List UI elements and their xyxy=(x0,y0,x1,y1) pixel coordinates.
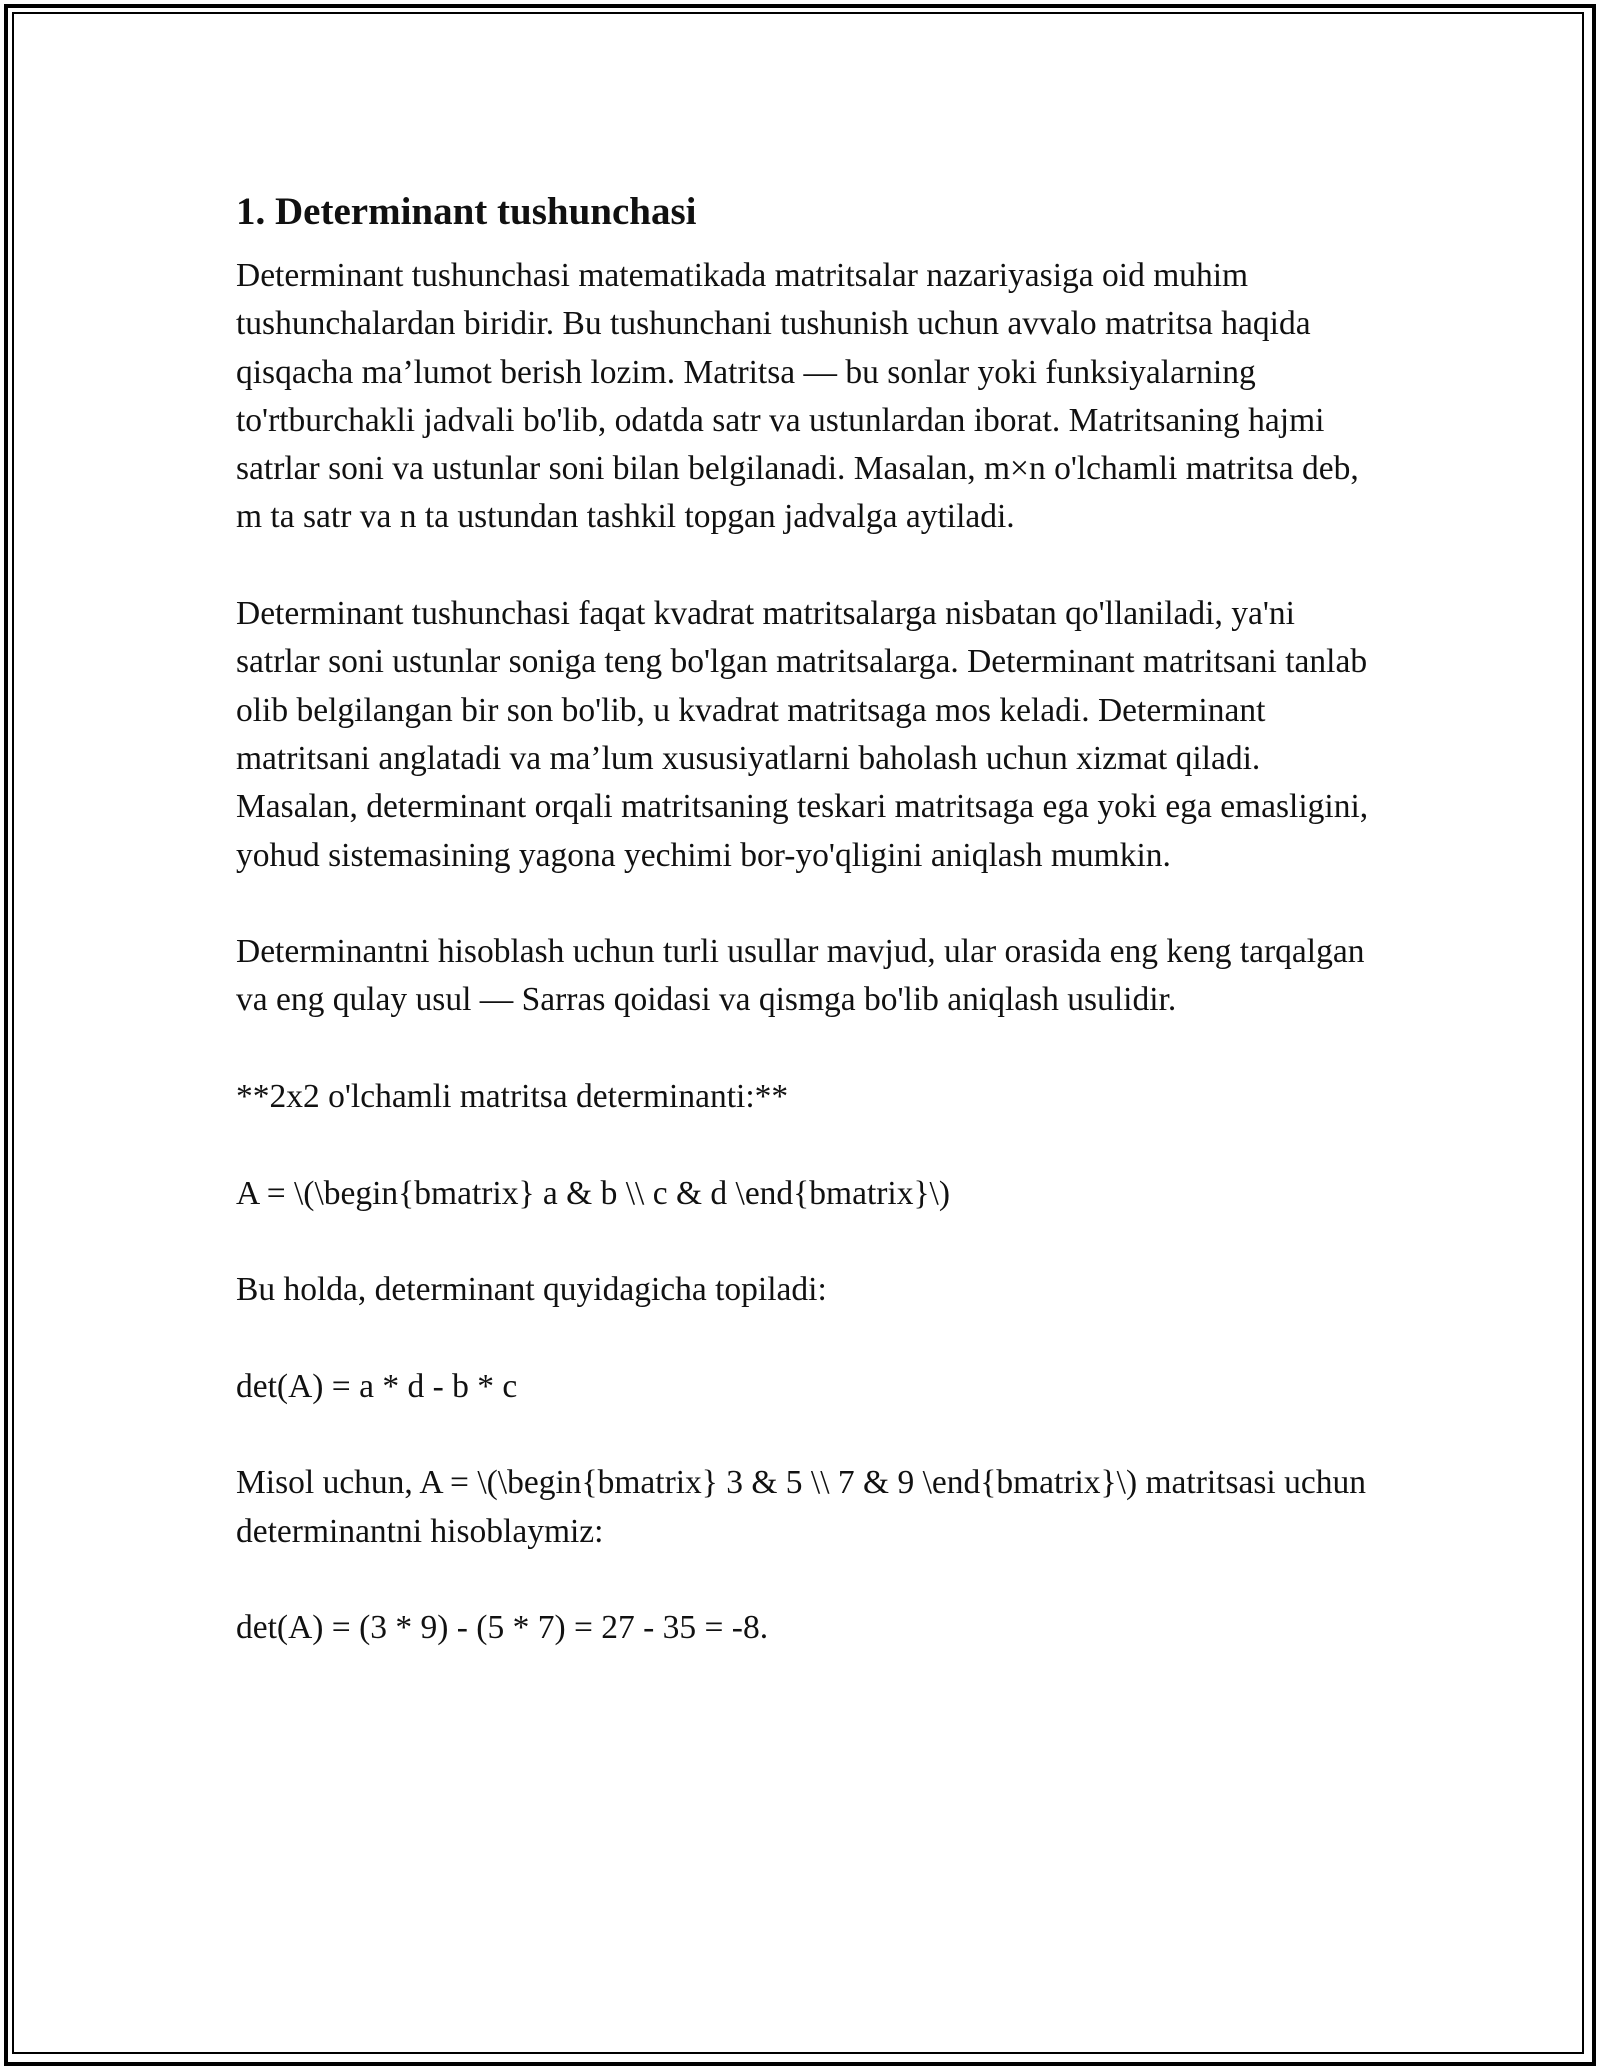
paragraph-methods: Determinantni hisoblash uchun turli usullar mavjud, ular orasida eng keng tarqalgan va eng qulay usul — Sarras qoidasi va qismga bo'lib aniqlash usulidir. xyxy=(236,933,1365,1019)
paragraph-square-matrices: Determinant tushunchasi faqat kvadrat matritsalarga nisbatan qo'llaniladi, ya'ni satrlar soni ustunlar soniga teng bo'lgan matritsalarga. Determinant matritsani tanlab olib belgilangan bir son bo'lib, u kvadrat matritsaga mos keladi. Determinant matritsani anglatadi va ma’lum xususiyatlarni baholash uchun xizmat qiladi. Masalan, determinant orqali matritsaning teskari matritsaga ega yoki ega emasligini, yohud sistemasining yagona yechimi bor-yo'qligini aniqlash mumkin. xyxy=(236,595,1369,874)
paragraph-determinant-formula: det(A) = a * d - b * c xyxy=(236,1367,518,1405)
document-body xyxy=(236,186,1384,1701)
paragraph-example: Misol uchun, A = \(\begin{bmatrix} 3 & 5 \\ 7 & 9 \end{bmatrix}\) matritsasi uchun determinantni hisoblaymiz: xyxy=(236,1464,1366,1550)
paragraph-intro: Determinant tushunchasi matematikada matritsalar nazariyasiga oid muhim tushunchalardan biridir. Bu tushunchani tushunish uchun avvalo matritsa haqida qisqacha ma’lumot berish lozim. Matritsa — bu sonlar yoki funksiyalarning to'rtburchakli jadvali bo'lib, odatda satr va ustunlardan iborat. Matritsaning hajmi satrlar soni va ustunlar soni bilan belgilanadi. Masalan, m×n o'lchamli matritsa deb, m ta satr va n ta ustundan tashkil topgan jadvalga aytiladi. xyxy=(236,257,1359,536)
paragraph-example-result: det(A) = (3 * 9) - (5 * 7) = 27 - 35 = -8. xyxy=(236,1609,769,1647)
paragraph-matrix-definition: A = \(\begin{bmatrix} a & b \\ c & d \end{bmatrix}\) xyxy=(236,1174,951,1212)
paragraph-determinant-intro: Bu holda, determinant quyidagicha topiladi: xyxy=(236,1271,827,1309)
section-heading: 1. Determinant tushunchasi xyxy=(236,190,697,233)
paragraph-2x2-title: **2x2 o'lchamli matritsa determinanti:** xyxy=(236,1078,789,1116)
